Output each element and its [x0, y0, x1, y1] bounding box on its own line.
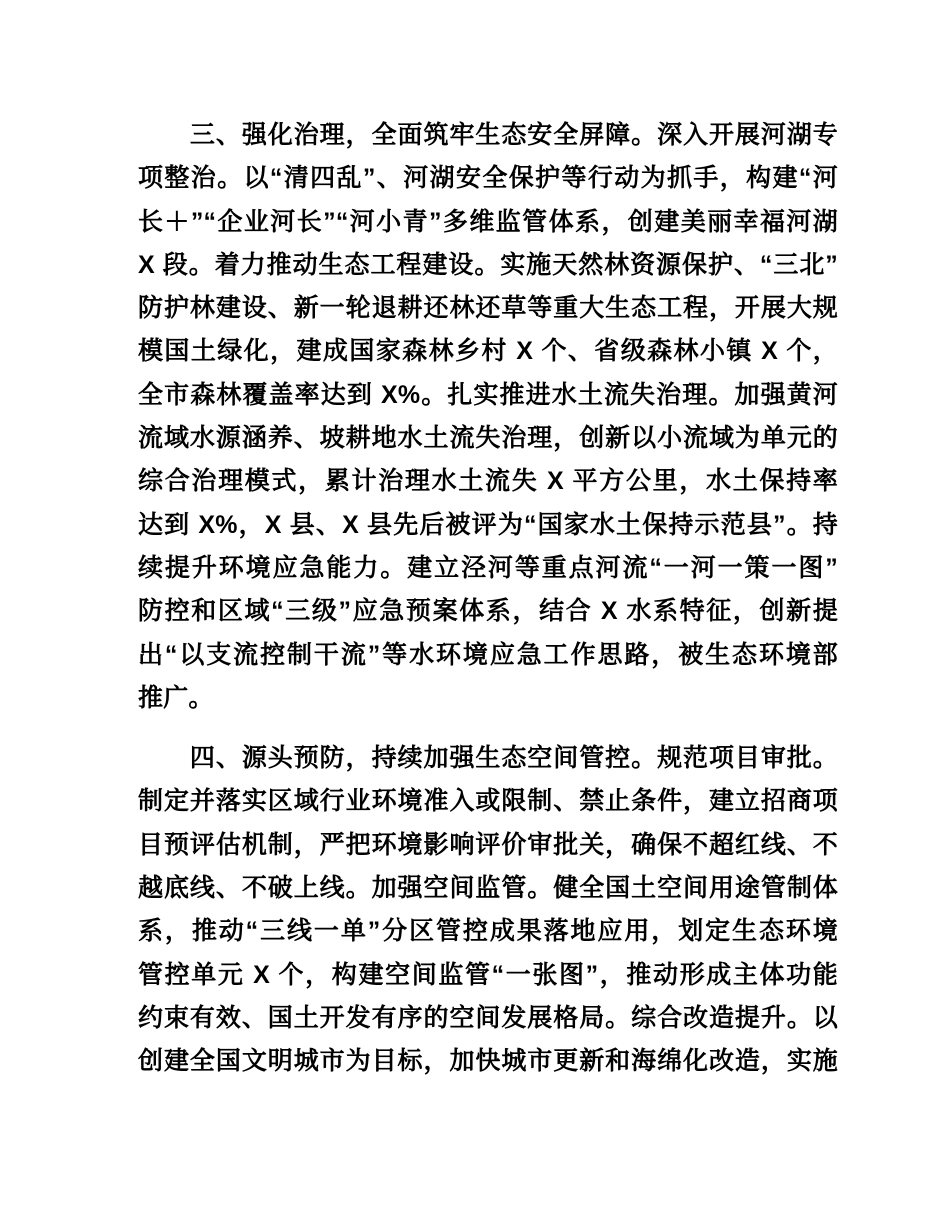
- text-line: 约束有效、国土开发有序的空间发展格局。综合改造提升。以: [138, 1003, 838, 1032]
- text-line: 出“以支流控制干流”等水环境应急工作思路，被生态环境部: [138, 640, 838, 669]
- text-line: 流域水源涵养、坡耕地水土流失治理，创新以小流域为单元的: [138, 424, 838, 453]
- text-line: 管控单元 X 个，构建空间监管“一张图”，推动形成主体功能: [138, 960, 838, 989]
- text-line: 四、源头预防，持续加强生态空间管控。规范项目审批。: [138, 744, 838, 773]
- text-line: 创建全国文明城市为目标，加快城市更新和海绵化改造，实施: [138, 1047, 838, 1076]
- text-line: 防控和区域“三级”应急预案体系，结合 X 水系特征，创新提: [138, 597, 838, 626]
- document-text-block: [138, 114, 838, 1084]
- text-line: X 段。着力推动生态工程建设。实施天然林资源保护、“三北”: [138, 250, 838, 279]
- text-line: 模国土绿化，建成国家森林乡村 X 个、省级森林小镇 X 个，: [138, 337, 838, 366]
- text-line: 制定并落实区域行业环境准入或限制、禁止条件，建立招商项: [138, 787, 838, 816]
- paragraph-section-3: [138, 114, 838, 720]
- text-line: 目预评估机制，严把环境影响评价审批关，确保不超红线、不: [138, 830, 838, 859]
- text-line: 系，推动“三线一单”分区管控成果落地应用，划定生态环境: [138, 917, 838, 946]
- text-line: 达到 X%，X 县、X 县先后被评为“国家水土保持示范县”。持: [138, 510, 838, 539]
- text-line: 续提升环境应急能力。建立泾河等重点河流“一河一策一图”: [138, 553, 838, 582]
- text-line: 防护林建设、新一轮退耕还林还草等重大生态工程，开展大规: [138, 294, 838, 323]
- text-line: 长＋”“企业河长”“河小青”多维监管体系，创建美丽幸福河湖: [138, 207, 838, 236]
- text-line: 项整治。以“清四乱”、河湖安全保护等行动为抓手，构建“河: [138, 164, 838, 193]
- text-line: 三、强化治理，全面筑牢生态安全屏障。深入开展河湖专: [138, 121, 838, 149]
- text-line: 全市森林覆盖率达到 X%。扎实推进水土流失治理。加强黄河: [138, 380, 838, 409]
- text-line: 越底线、不破上线。加强空间监管。健全国土空间用途管制体: [138, 874, 838, 903]
- text-line: 综合治理模式，累计治理水土流失 X 平方公里，水土保持率: [138, 467, 838, 496]
- text-line: 推广。: [138, 683, 214, 712]
- paragraph-section-4: [138, 737, 838, 1083]
